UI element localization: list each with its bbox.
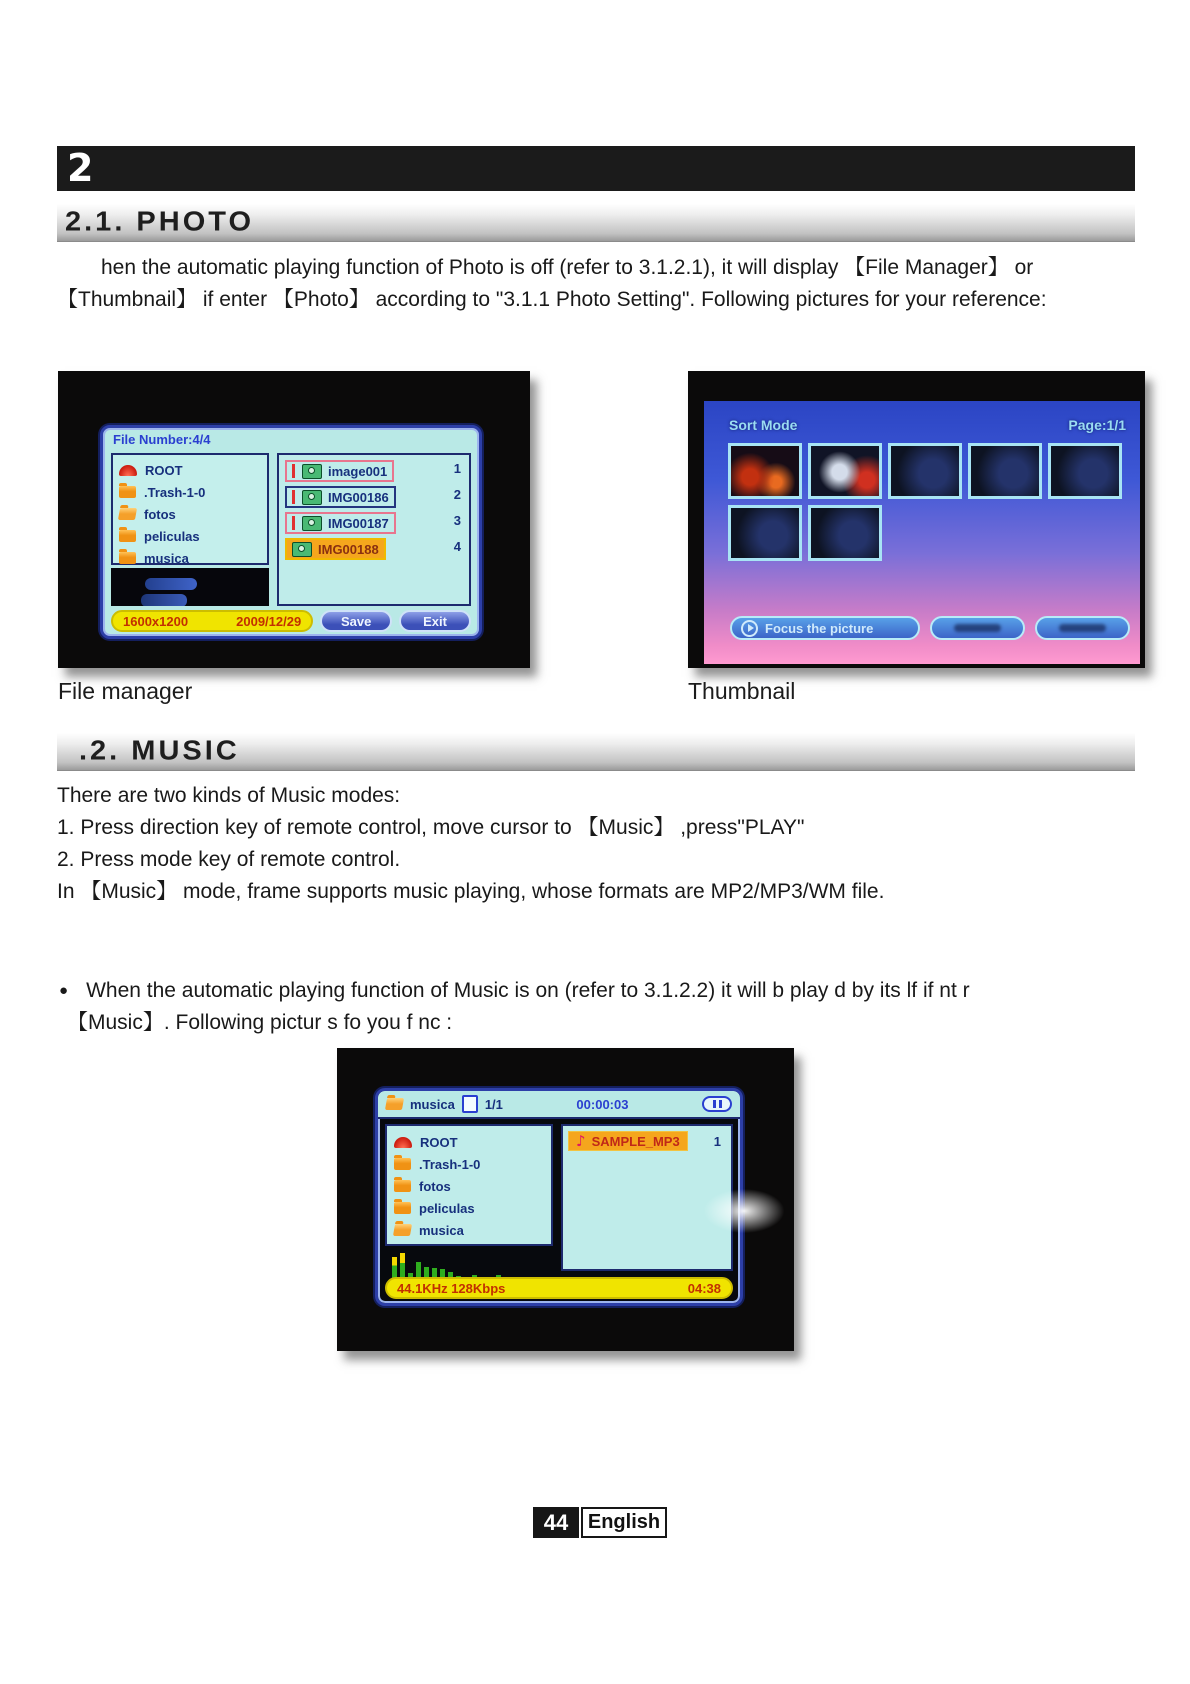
file-index: 2 [453, 487, 461, 502]
music-line-4: In 【Music】 mode, frame supports music playing, whose formats are MP2/MP3/WM file. [57, 880, 885, 903]
image-file-icon [302, 516, 322, 531]
selection-tick [292, 464, 295, 478]
folder-name: fotos [144, 506, 176, 522]
photo-intro-paragraph [57, 252, 1139, 316]
thumbnail-button-row [730, 616, 1130, 640]
file-manager-panel [100, 425, 482, 639]
photo-heading-text: 2.1. PHOTO [65, 206, 255, 238]
illegible-label [954, 624, 1001, 632]
file-page-indicator: 1/1 [484, 1096, 503, 1112]
folder-icon [119, 486, 136, 498]
music-note-icon: ♪ [576, 1132, 586, 1150]
preview-image-shape [145, 578, 197, 590]
file-name: IMG00188 [318, 541, 379, 557]
page-indicator: Page:1/1 [1068, 417, 1126, 433]
photo-thumbnail [728, 443, 802, 499]
folder-open-icon [393, 1224, 412, 1236]
page-file-icon [462, 1095, 478, 1113]
focus-picture-button [730, 616, 920, 640]
equalizer-visualization [392, 1251, 542, 1279]
root-drive-icon [394, 1137, 412, 1148]
chapter-number: 2 [67, 146, 96, 190]
resolution-label: 1600x1200 [123, 613, 189, 629]
folder-name: .Trash-1-0 [144, 484, 206, 500]
folder-name: peliculas [144, 528, 200, 544]
music-file-name: SAMPLE_MP3 [591, 1133, 680, 1149]
sample-rate-label: 44.1KHz 128Kbps [397, 1280, 506, 1296]
thumbnail-screen [704, 401, 1140, 664]
file-manager-main [111, 453, 471, 606]
folder-icon [119, 530, 136, 542]
preview-image-shape [141, 594, 187, 606]
folder-open-icon [385, 1098, 404, 1110]
save-button [320, 610, 392, 632]
file-number-title: File Number:4/4 [113, 432, 211, 447]
folder-item-peliculas [394, 1197, 544, 1219]
save-button-label: Save [340, 613, 372, 629]
intro-line-2: 【Thumbnail】 if enter 【Photo】 according to "3.1.1 Photo Setting". Following pictures for your reference: [57, 288, 1047, 311]
selection-tick [292, 490, 295, 504]
file-item [285, 486, 396, 508]
photo-thumbnail [808, 505, 882, 561]
bullet-line-1: When the automatic playing function of Music is on (refer to 3.1.2.2) it will b play d by its lf if nt r [86, 979, 970, 1002]
footer-page-number: 44 [533, 1507, 579, 1538]
thumbnail-button-2 [930, 616, 1025, 640]
folder-list [111, 453, 269, 565]
file-manager-caption: File manager [58, 678, 193, 704]
folder-item-fotos [119, 503, 261, 525]
file-manager-screenshot [58, 371, 530, 668]
music-heading-text: .2. MUSIC [79, 735, 240, 767]
folder-item-trash [394, 1153, 544, 1175]
folder-name: .Trash-1-0 [419, 1156, 481, 1172]
photo-preview-pane [111, 568, 269, 606]
music-topbar [378, 1091, 740, 1119]
photo-thumbnail [968, 443, 1042, 499]
file-item [285, 512, 396, 534]
folder-item-root [119, 459, 261, 481]
photo-thumbnail [808, 443, 882, 499]
file-index-column [454, 461, 461, 565]
file-name: IMG00187 [328, 515, 389, 531]
elapsed-time: 00:00:03 [576, 1096, 629, 1112]
music-paragraph [57, 780, 1139, 908]
music-line-1: There are two kinds of Music modes: [57, 784, 401, 807]
illegible-label [1059, 624, 1106, 632]
thumbnail-button-3 [1035, 616, 1130, 640]
music-file-index: 1 [713, 1134, 721, 1149]
folder-item-root [394, 1131, 544, 1153]
folder-icon [394, 1202, 411, 1214]
folder-name: ROOT [420, 1134, 458, 1150]
folder-name: peliculas [419, 1200, 475, 1216]
music-bullet-paragraph [57, 975, 1139, 1039]
root-drive-icon [119, 465, 137, 476]
date-label: 2009/12/29 [236, 613, 302, 629]
folder-open-icon [118, 508, 137, 520]
file-index: 3 [453, 513, 461, 528]
folder-name: ROOT [145, 462, 183, 478]
photo-thumbnail [888, 443, 962, 499]
music-folder-list [385, 1124, 553, 1246]
folder-item-musica [119, 547, 261, 569]
image-file-icon [292, 542, 312, 557]
folder-item-trash [119, 481, 261, 503]
bullet-line-2: 【Music】. Following pictur s fo you f nc : [67, 1011, 453, 1034]
music-player-panel [375, 1088, 743, 1306]
footer-language-badge: English [581, 1507, 667, 1538]
file-item [285, 460, 394, 482]
file-name: IMG00186 [328, 489, 389, 505]
file-item-selected [285, 538, 386, 560]
lens-flare [702, 1188, 786, 1234]
folder-icon [394, 1158, 411, 1170]
intro-line-1: hen the automatic playing function of Photo is off (refer to 3.1.2.1), it will display 【File Manager】 or [101, 256, 1034, 279]
file-name: image001 [328, 463, 388, 479]
folder-name: musica [144, 550, 189, 566]
duration-label: 04:38 [687, 1280, 721, 1296]
photo-section-heading [57, 204, 1135, 242]
folder-item-musica-open [394, 1219, 544, 1241]
photo-thumbnail [1048, 443, 1122, 499]
music-player-screenshot [337, 1048, 794, 1351]
music-statusbar [385, 1277, 733, 1299]
folder-name: musica [419, 1222, 464, 1238]
image-file-icon [302, 464, 322, 479]
thumbnail-caption: Thumbnail [688, 678, 796, 704]
folder-name: fotos [419, 1178, 451, 1194]
file-manager-statusbar [111, 610, 471, 632]
current-folder-label: musica [410, 1096, 455, 1112]
folder-icon [394, 1180, 411, 1192]
music-line-2: 1. Press direction key of remote control, move cursor to 【Music】 ,press"PLAY" [57, 816, 805, 839]
image-file-icon [302, 490, 322, 505]
focus-button-label: Focus the picture [765, 620, 874, 636]
pause-icon [702, 1096, 732, 1112]
exit-button [399, 610, 471, 632]
chapter-bar [57, 146, 1135, 191]
music-line-3: 2. Press mode key of remote control. [57, 848, 401, 871]
file-index: 1 [453, 461, 461, 476]
file-index: 4 [453, 539, 461, 554]
folder-item-fotos [394, 1175, 544, 1197]
play-icon [741, 620, 758, 637]
thumbnail-screenshot [688, 371, 1145, 668]
folder-icon [119, 552, 136, 564]
photo-thumbnail [728, 505, 802, 561]
bullet-icon: ● [59, 982, 69, 999]
file-list [277, 453, 471, 606]
folder-item-peliculas [119, 525, 261, 547]
sort-mode-label: Sort Mode [729, 417, 798, 433]
thumbnail-grid [728, 443, 1128, 561]
exit-button-label: Exit [423, 613, 447, 629]
music-file-selected [568, 1131, 688, 1151]
image-info-badge [111, 610, 313, 632]
music-section-heading [57, 733, 1135, 771]
selection-tick [292, 516, 295, 530]
